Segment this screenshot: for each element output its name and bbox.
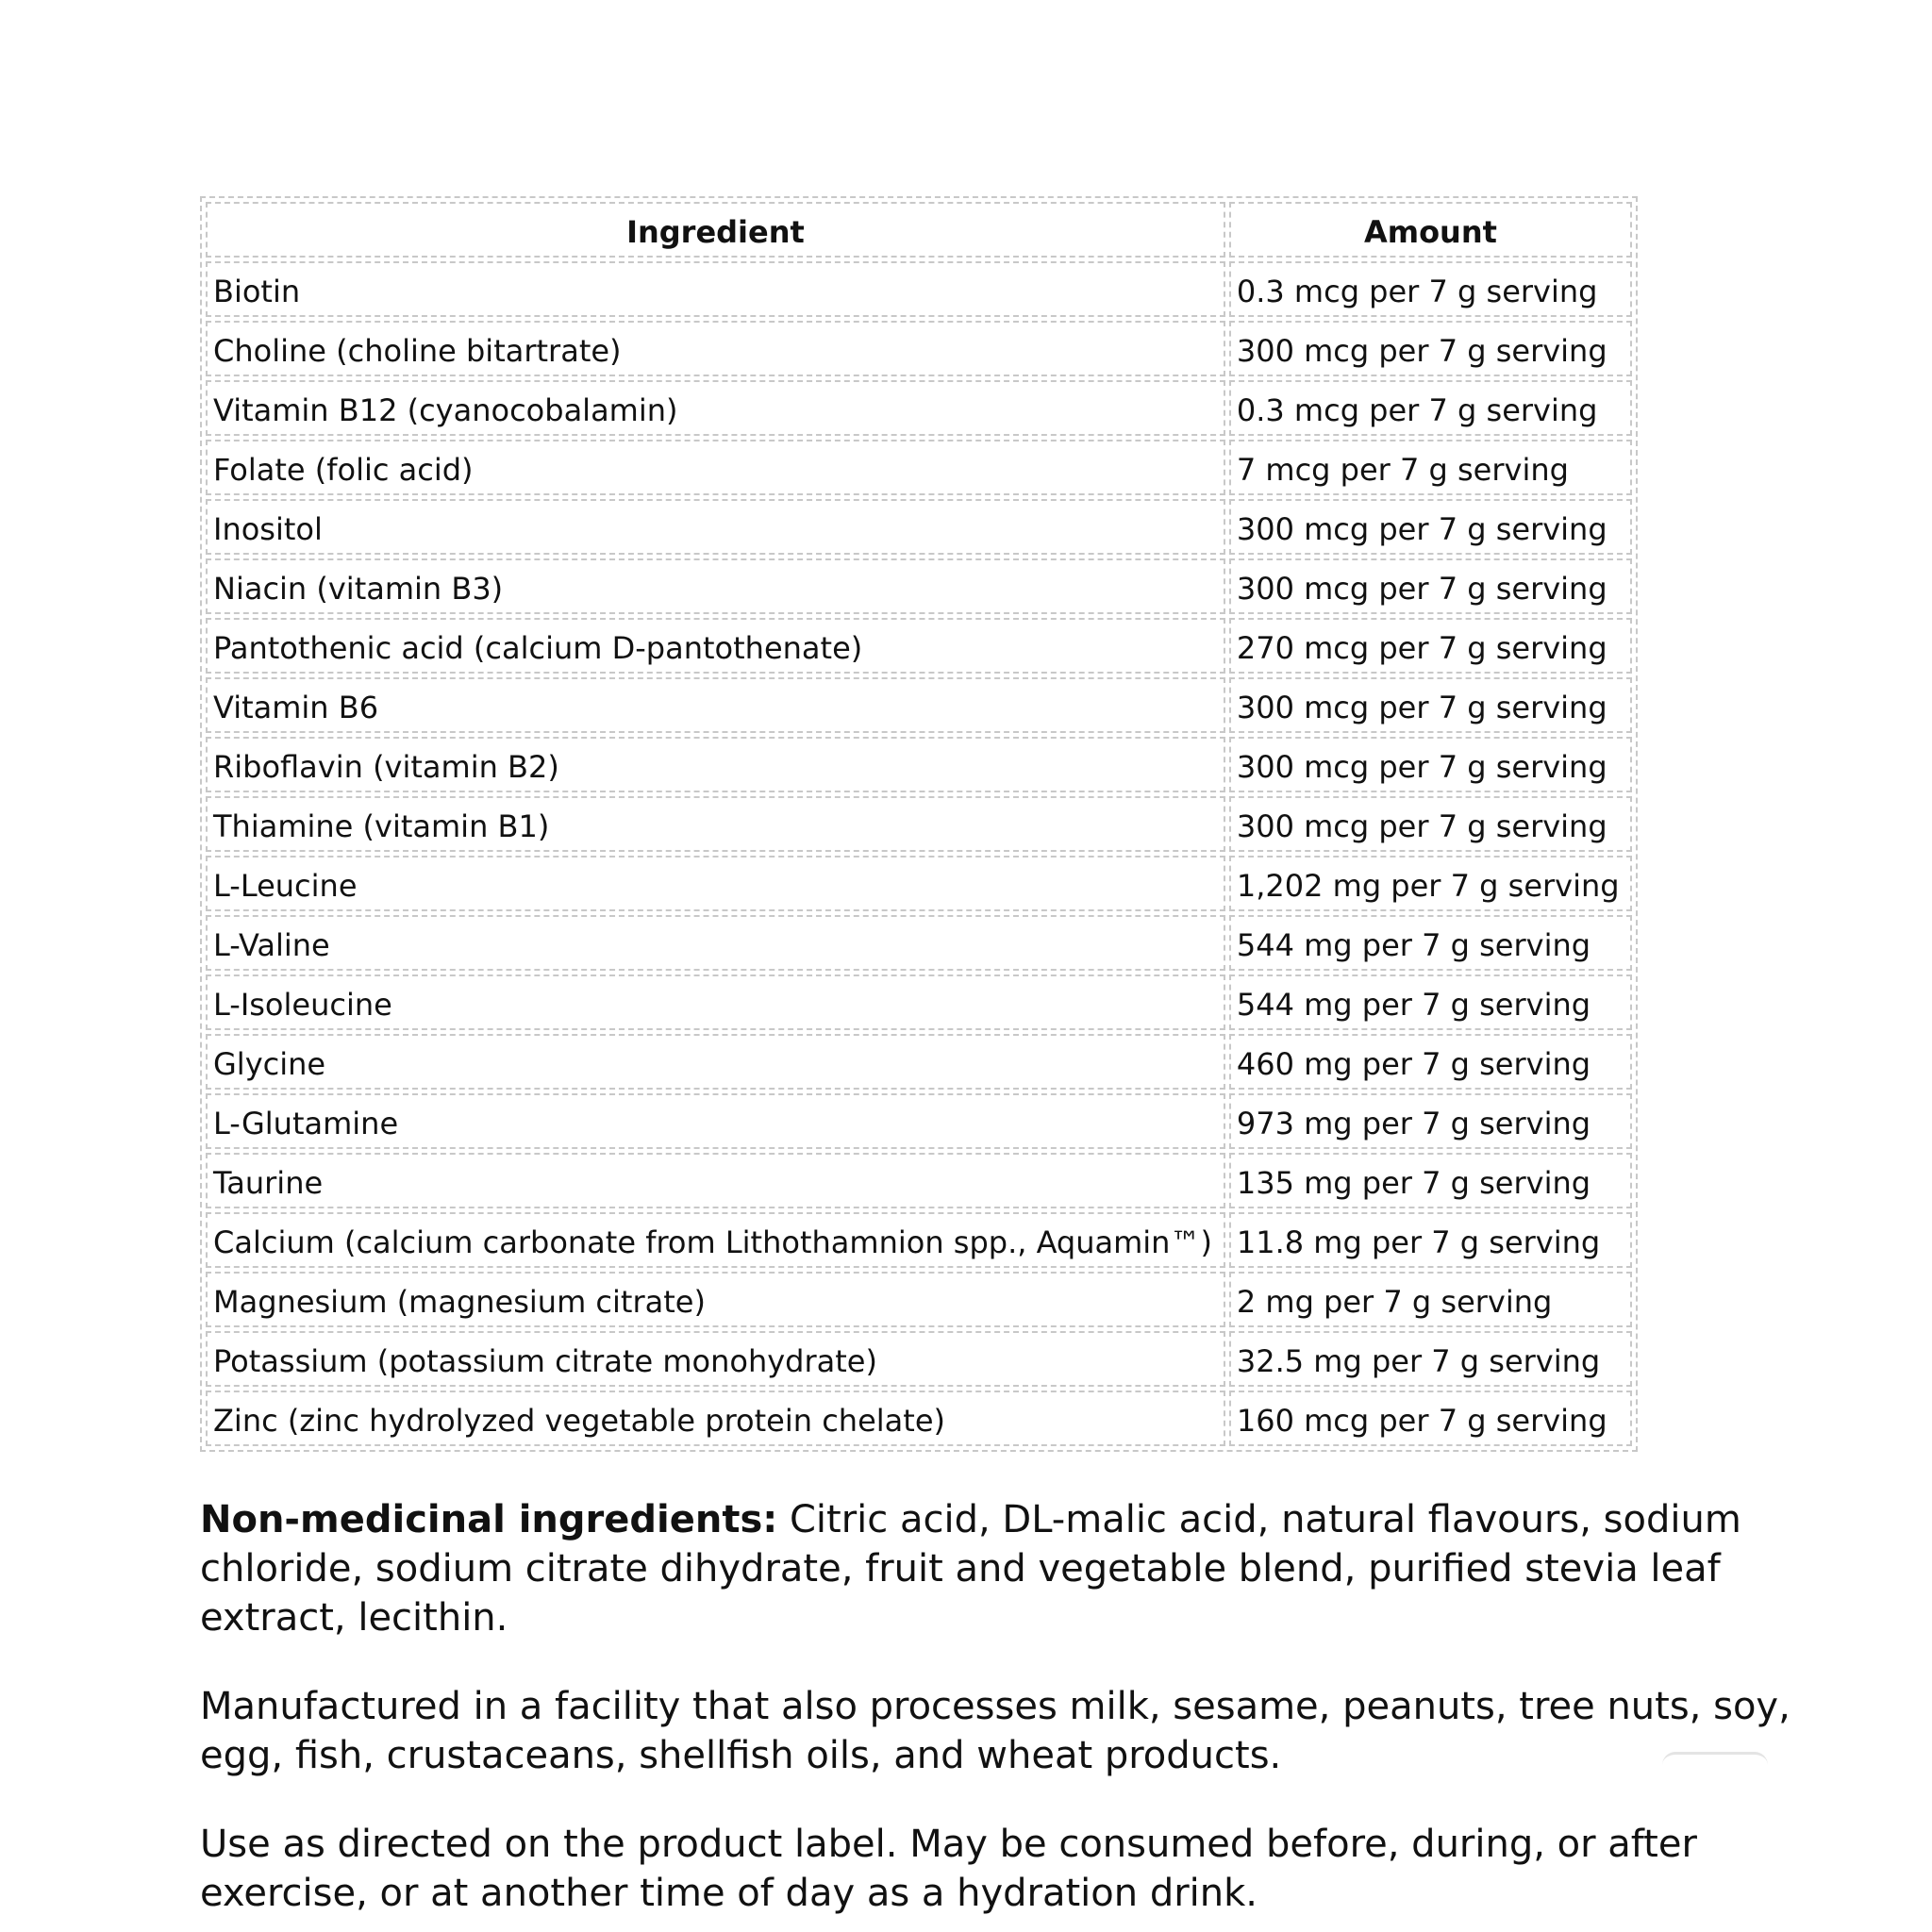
- table-row: [206, 321, 1632, 376]
- ingredient-cell: Choline (choline bitartrate): [206, 321, 1225, 376]
- ingredient-cell: Glycine: [206, 1034, 1225, 1090]
- ingredient-cell: L-Isoleucine: [206, 974, 1225, 1030]
- amount-cell: 300 mcg per 7 g serving: [1229, 677, 1632, 733]
- amount-cell: 544 mg per 7 g serving: [1229, 915, 1632, 971]
- ingredient-cell: Vitamin B6: [206, 677, 1225, 733]
- amount-cell: 32.5 mg per 7 g serving: [1229, 1331, 1632, 1387]
- ingredient-cell: Riboflavin (vitamin B2): [206, 737, 1225, 792]
- amount-cell: 270 mcg per 7 g serving: [1229, 618, 1632, 674]
- amount-cell: 544 mg per 7 g serving: [1229, 974, 1632, 1030]
- table-row: [206, 618, 1632, 674]
- ingredient-cell: Inositol: [206, 499, 1225, 555]
- amount-cell: 7 mcg per 7 g serving: [1229, 440, 1632, 495]
- table-row: [206, 915, 1632, 971]
- table-row: [206, 677, 1632, 733]
- non-medicinal-label: Non-medicinal ingredients:: [200, 1498, 778, 1541]
- ingredient-cell: L-Leucine: [206, 856, 1225, 911]
- table-row: [206, 1272, 1632, 1327]
- ingredient-cell: Vitamin B12 (cyanocobalamin): [206, 380, 1225, 436]
- ingredient-cell: Pantothenic acid (calcium D-pantothenate): [206, 618, 1225, 674]
- table-row: [206, 1153, 1632, 1208]
- ingredient-cell: Folate (folic acid): [206, 440, 1225, 495]
- ingredient-cell: Niacin (vitamin B3): [206, 558, 1225, 614]
- ingredient-cell: Magnesium (magnesium citrate): [206, 1272, 1225, 1327]
- allergen-statement: Manufactured in a facility that also processes milk, sesame, peanuts, tree nuts, soy, egg, fish, crustaceans, shellfish oils, and wheat products.: [200, 1685, 1790, 1777]
- column-header-ingredient: Ingredient: [206, 202, 1225, 258]
- table-row: [206, 1093, 1632, 1149]
- content: [200, 196, 1804, 1918]
- corner-divider: [1662, 1752, 1768, 1768]
- amount-cell: 300 mcg per 7 g serving: [1229, 499, 1632, 555]
- ingredients-table: [200, 196, 1638, 1452]
- ingredient-cell: Taurine: [206, 1153, 1225, 1208]
- table-row: [206, 1331, 1632, 1387]
- amount-cell: 160 mcg per 7 g serving: [1229, 1391, 1632, 1446]
- non-medicinal-text: Citric acid, DL-malic acid, natural flavours, sodium chloride, sodium citrate dihydrate, fruit and vegetable blend, purified stevia leaf extract, lecithin.: [200, 1498, 1741, 1640]
- ingredient-cell: Zinc (zinc hydrolyzed vegetable protein chelate): [206, 1391, 1225, 1446]
- amount-cell: 11.8 mg per 7 g serving: [1229, 1212, 1632, 1268]
- non-medicinal-ingredients: [200, 1495, 1804, 1642]
- amount-cell: 0.3 mcg per 7 g serving: [1229, 380, 1632, 436]
- ingredient-cell: L-Valine: [206, 915, 1225, 971]
- table-row: [206, 380, 1632, 436]
- amount-cell: 300 mcg per 7 g serving: [1229, 796, 1632, 852]
- amount-cell: 300 mcg per 7 g serving: [1229, 321, 1632, 376]
- table-row: [206, 1212, 1632, 1268]
- table-row: [206, 737, 1632, 792]
- amount-cell: 973 mg per 7 g serving: [1229, 1093, 1632, 1149]
- table-row: [206, 1391, 1632, 1446]
- amount-cell: 2 mg per 7 g serving: [1229, 1272, 1632, 1327]
- table-row: [206, 558, 1632, 614]
- amount-cell: 300 mcg per 7 g serving: [1229, 558, 1632, 614]
- amount-cell: 300 mcg per 7 g serving: [1229, 737, 1632, 792]
- table-row: [206, 261, 1632, 317]
- ingredient-cell: Biotin: [206, 261, 1225, 317]
- directions: Use as directed on the product label. May be consumed before, during, or after exercise, or at another time of day as a hydration drink.: [200, 1823, 1697, 1915]
- table-row: [206, 499, 1632, 555]
- table-header-row: [206, 202, 1632, 258]
- amount-cell: 135 mg per 7 g serving: [1229, 1153, 1632, 1208]
- ingredient-cell: Calcium (calcium carbonate from Lithothamnion spp., Aquamin™): [206, 1212, 1225, 1268]
- column-header-amount: Amount: [1229, 202, 1632, 258]
- table-row: [206, 796, 1632, 852]
- amount-cell: 460 mg per 7 g serving: [1229, 1034, 1632, 1090]
- table-row: [206, 856, 1632, 911]
- ingredient-cell: L-Glutamine: [206, 1093, 1225, 1149]
- table-row: [206, 1034, 1632, 1090]
- amount-cell: 1,202 mg per 7 g serving: [1229, 856, 1632, 911]
- ingredient-cell: Potassium (potassium citrate monohydrate): [206, 1331, 1225, 1387]
- table-row: [206, 974, 1632, 1030]
- amount-cell: 0.3 mcg per 7 g serving: [1229, 261, 1632, 317]
- table-row: [206, 440, 1632, 495]
- table-body: [206, 261, 1632, 1446]
- ingredient-cell: Thiamine (vitamin B1): [206, 796, 1225, 852]
